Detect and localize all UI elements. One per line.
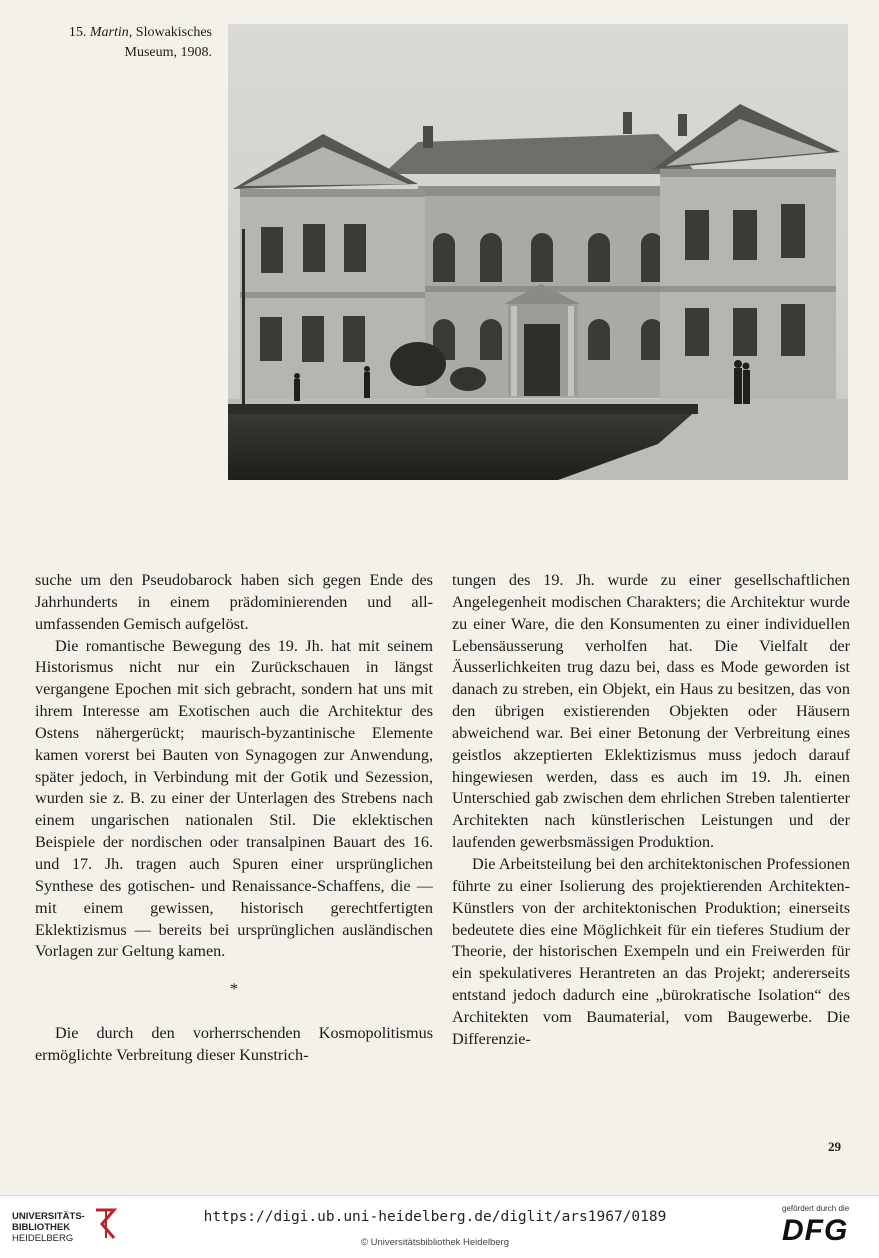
caption-line2: Museum, 1908.: [124, 45, 212, 60]
footer-bar: [0, 1195, 879, 1258]
copyright-notice: © Universitätsbibliothek Heidelberg: [361, 1237, 509, 1248]
right-paragraph-2: Die Arbeitsteilung bei den architektonischen Professionen führte zu einer Isolierung des projektierenden Architekten-Künstlers von der architektonischen Produktion; einerseits bedeutete dies eine Möglichkeit für ein tieferes Studium der Theorie, der historischen Exempeln und ein Freiwerden für ein spekulativeres Herantreten an das Projekt; andererseits entstand jedoch dadurch eine „bürokratische Isolation“ des Architekten vom Baumaterial, vom Baugewerbe. Die Differenzie-: [452, 854, 850, 1048]
page-number: 29: [828, 1139, 841, 1154]
library-line-2: BIBLIOTHEK: [12, 1222, 71, 1233]
library-logo-icon: [92, 1206, 122, 1242]
funding-note: gefördert durch die: [782, 1204, 850, 1213]
figure-caption: [20, 23, 212, 63]
library-line-3: HEIDELBERG: [12, 1233, 74, 1244]
left-text-column: [35, 570, 433, 1067]
library-line-1: UNIVERSITÄTS-: [12, 1211, 85, 1222]
left-paragraph-3: Die durch den vorherrschenden Kosmopolitismus ermöglichte Verbreitung dieser Kunstrich-: [35, 1024, 433, 1064]
right-text-column: [452, 570, 850, 1051]
dfg-logo: DFG: [782, 1214, 849, 1247]
permalink-url[interactable]: https://digi.ub.uni-heidelberg.de/diglit/ars1967/0189: [203, 1209, 667, 1225]
left-paragraph-2: Die romantische Bewegung des 19. Jh. hat mit seinem Historismus nicht nur ein Zurückschauen in längst vergangene Epochen mit sich gebracht, sondern hat uns mit ihrem Interesse am Exotischen auch die Architektur des Ostens nähergerückt; maurisch-byzantinische Elemente kamen vorerst bei Bauten von Synagogen zur Anwendung, später jedoch, in Verbindung mit der Gotik und Sezession, wurden sie z. B. zu einer der Unterlagen des Strebens nach einem ungarischen nationalen Stil. Die eklektischen Beispiele der nordischen oder transalpinen Bauart des 16. und 17. Jh. tragen auch Spuren einer ursprünglichen Synthese des gotischen- und Renaissance-Schaffens, die — mit einem gewissen, historisch gerechtfertigten Eklektizismus — bereits bei ursprünglichen ausländischen Vorlagen zur Geltung kamen.: [35, 636, 433, 961]
museum-photograph: [228, 24, 848, 480]
museum-photo-drawing: [228, 24, 848, 480]
library-name: [12, 1211, 85, 1244]
caption-title: Slowakisches: [135, 25, 212, 40]
left-paragraph-1: suche um den Pseudobarock haben sich gegen Ende des Jahrhunderts in einem prädominierenden und all-umfassenden Gemisch aufgelöst.: [35, 571, 433, 633]
caption-architect: Martin,: [89, 25, 133, 40]
caption-number: 15.: [68, 25, 87, 40]
right-paragraph-1: tungen des 19. Jh. wurde zu einer gesellschaftlichen Angelegenheit modischen Charakters; die Architektur wurde zu einer Ware, die den Konsumenten zu einer individuellen Lebensäusserung verholfen hat. Die Vielfalt der Äusserlichkeiten trug dazu bei, dass es Mode geworden ist danach zu streben, ein Objekt, ein Haus zu besitzen, das von den übrigen existierenden Objekten oder Häusern abweichend war. Bei einer Betonung der Verbreitung eines geistlos akzeptierten Eklektizismus muss jedoch darauf hingewiesen werden, dass es auch im 19. Jh. einen Unterschied gab zwischen dem ehrlichen Streben talentierter Architekten nach künstlerischen Leistungen und der laufenden gewerbsmässigen Produktion.: [452, 571, 850, 852]
section-separator: *: [229, 980, 239, 999]
